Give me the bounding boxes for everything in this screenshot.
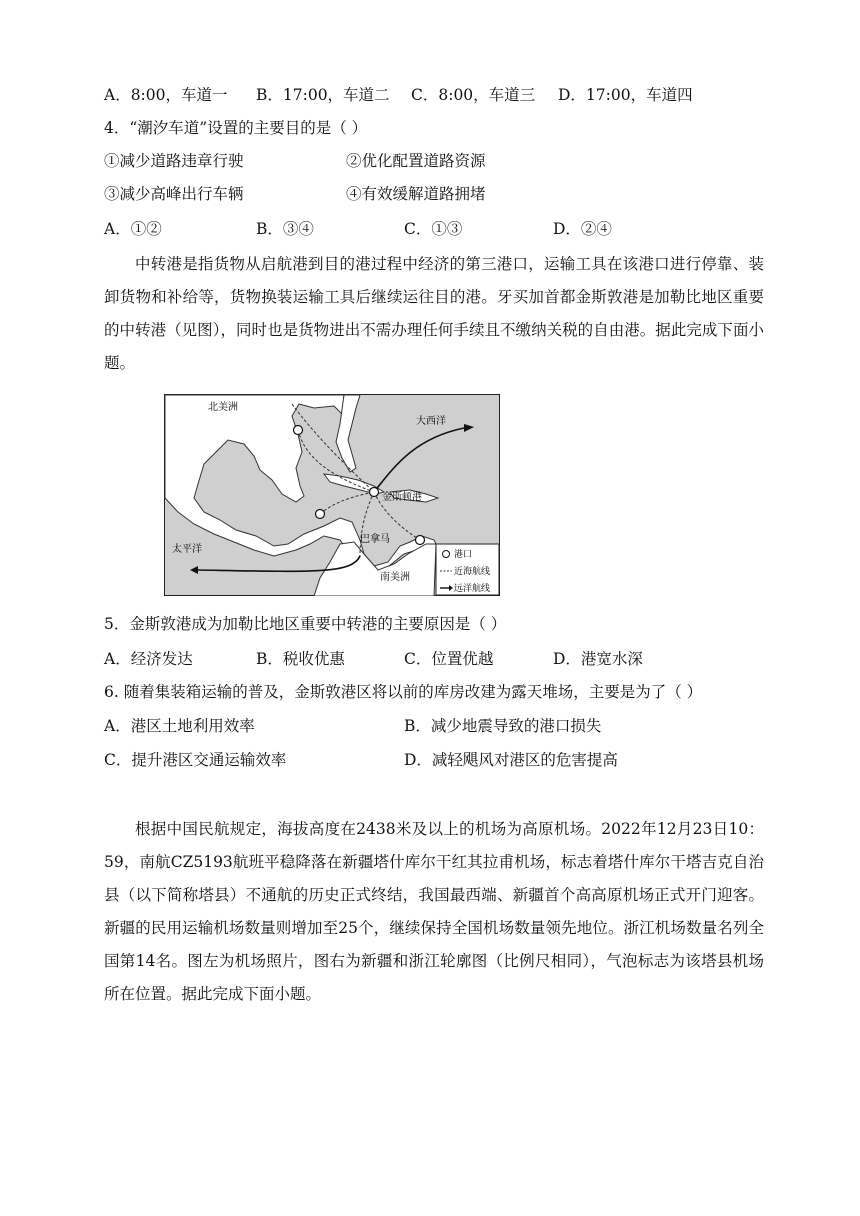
label-atlantic: 大西洋 xyxy=(416,416,446,427)
q5-option-a: A．经济发达 xyxy=(104,650,193,668)
q5-option-c: C．位置优越 xyxy=(404,650,494,668)
q4-option-a: A．①② xyxy=(104,220,162,238)
label-north-america: 北美洲 xyxy=(208,402,238,413)
q6-option-b: B．减少地震导致的港口损失 xyxy=(404,717,602,735)
q4-item-1: ①减少道路违章行驶 xyxy=(104,152,244,170)
q4-item-4: ④有效缓解道路拥堵 xyxy=(346,185,486,203)
caribbean-map xyxy=(164,394,500,596)
q4-stem: 4．“潮汐车道”设置的主要目的是（ ） xyxy=(104,119,368,137)
legend-port-icon xyxy=(443,551,450,558)
q5-stem: 5．金斯敦港成为加勒比地区重要中转港的主要原因是（ ） xyxy=(104,615,507,633)
q6-stem: 6. 随着集装箱运输的普及，金斯敦港区将以前的库房改建为露天堆场，主要是为了（ ） xyxy=(104,683,703,701)
q3-option-b: B．17:00，车道二 xyxy=(256,86,390,104)
q6-option-c: C．提升港区交通运输效率 xyxy=(104,751,287,769)
q3-option-c: C．8:00，车道三 xyxy=(411,86,536,104)
legend-coastal-label: 近海航线 xyxy=(454,567,491,577)
label-panama: 巴拿马 xyxy=(360,534,390,545)
port-marker xyxy=(294,426,303,435)
label-pacific: 太平洋 xyxy=(172,544,202,555)
q4-option-d: D．②④ xyxy=(553,220,612,238)
q4-option-b: B．③④ xyxy=(256,220,314,238)
q4-item-2: ②优化配置道路资源 xyxy=(346,152,486,170)
map-legend xyxy=(436,544,499,595)
q3-option-a: A．8:00，车道一 xyxy=(104,86,228,104)
q6-option-d: D．减轻飓风对港区的危害提高 xyxy=(404,751,618,769)
port-marker xyxy=(370,488,379,497)
q5-option-b: B．税收优惠 xyxy=(256,650,345,668)
q5-option-d: D．港宽水深 xyxy=(553,650,643,668)
legend-port-label: 港口 xyxy=(454,550,473,560)
passage-transit-port: 中转港是指货物从启航港到目的港过程中经济的第三港口，运输工具在该港口进行停靠、装卸货物和补给等，货物换装运输工具后继续运往目的港。牙买加首都金斯敦港是加勒比地区重要的中转港（见图），同时也是货物进出不需办理任何手续且不缴纳关税的自由港。据此完成下面小题。 xyxy=(104,255,764,372)
q6-option-a: A．港区土地利用效率 xyxy=(104,717,255,735)
q4-item-3: ③减少高峰出行车辆 xyxy=(104,185,244,203)
q3-option-d: D．17:00，车道四 xyxy=(558,86,693,104)
label-kingston: 金斯顿港 xyxy=(382,492,422,503)
port-marker xyxy=(416,536,425,545)
legend-ocean-label: 远洋航线 xyxy=(454,584,491,594)
port-marker xyxy=(316,510,325,519)
passage-plateau-airport: 根据中国民航规定，海拔高度在2438米及以上的机场为高原机场。2022年12月23日10：59，南航CZ5193航班平稳降落在新疆塔什库尔干红其拉甫机场，标志着塔什库尔干塔吉克自治县（以下简称塔县）不通航的历史正式终结，我国最西端、新疆首个高高原机场正式开门迎客。新疆的民用运输机场数量则增加至25个，继续保持全国机场数量领先地位。浙江机场数量名列全国第14名。图左为机场照片，图右为新疆和浙江轮廓图（比例尺相同），气泡标志为该塔县机场所在位置。据此完成下面小题。 xyxy=(104,820,764,1003)
label-south-america: 南美洲 xyxy=(380,572,410,583)
q4-option-c: C．①③ xyxy=(404,220,463,238)
